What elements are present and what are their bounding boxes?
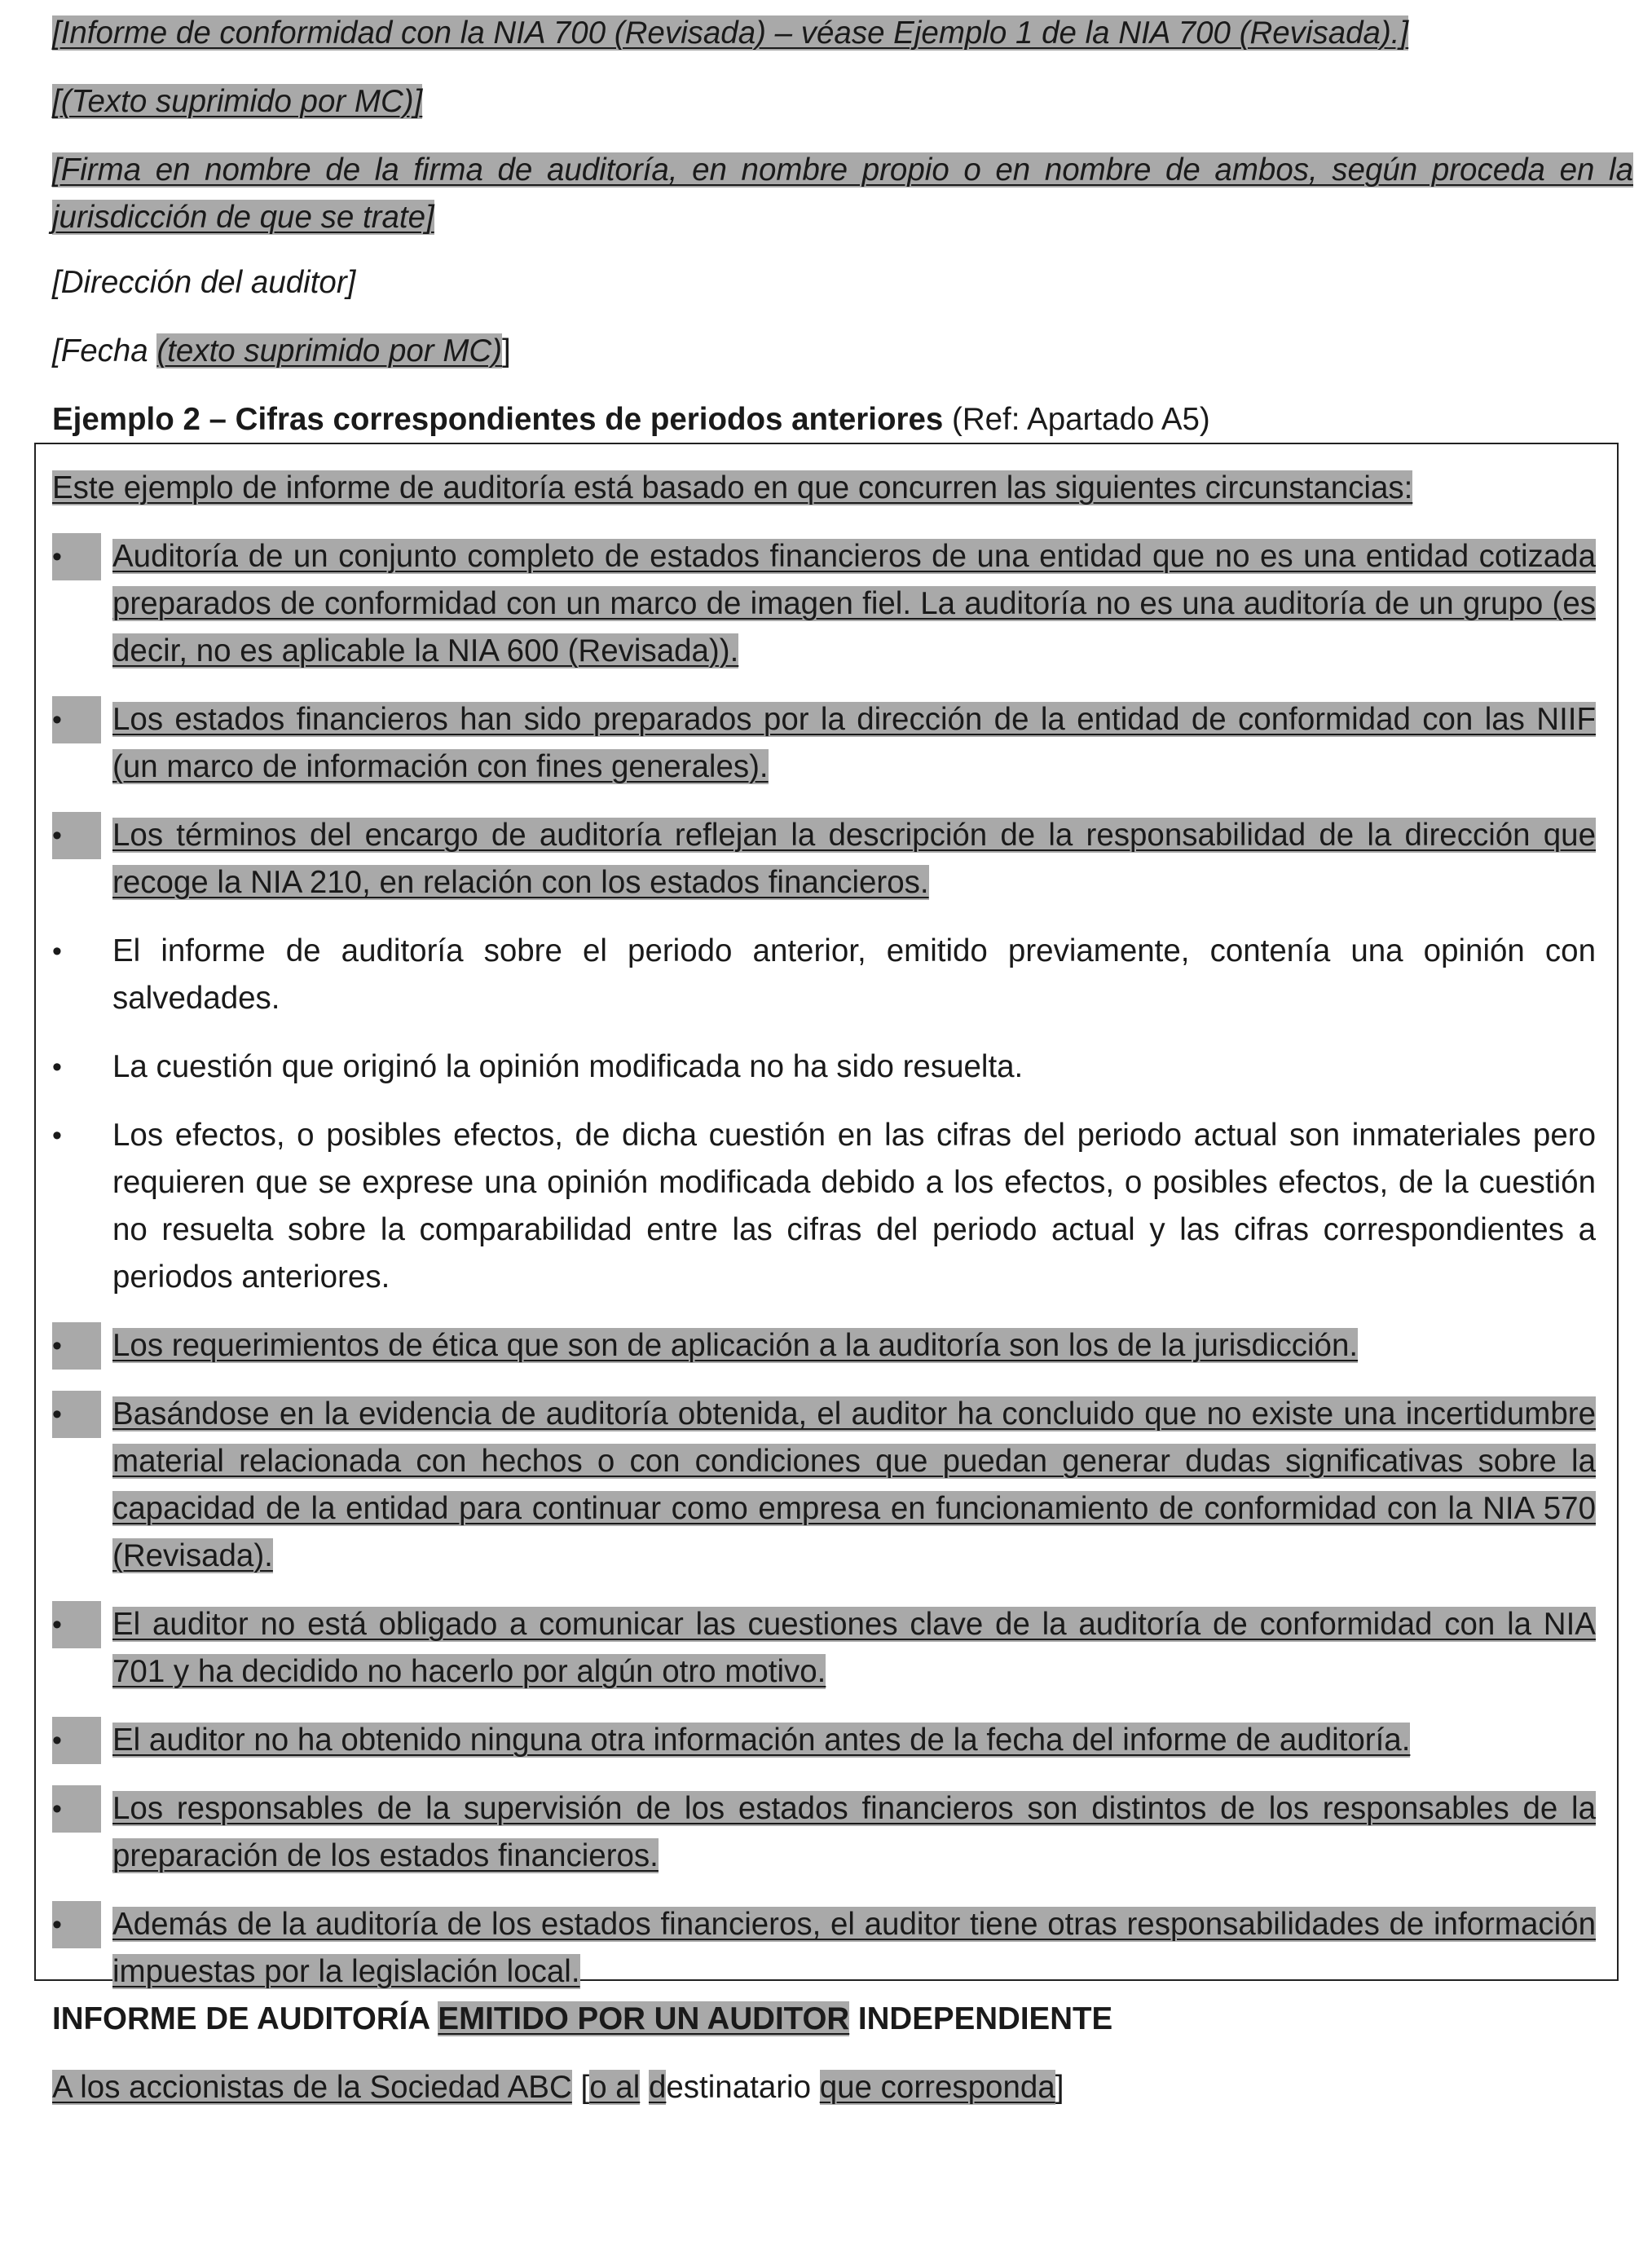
addressee-close-bracket: ] <box>1055 2070 1064 2105</box>
report-title-part2: INDEPENDIENTE <box>849 2001 1113 2036</box>
list-item-text: Los efectos, o posibles efectos, de dicha cuestión en las cifras del periodo actual son inmateriales pero requieren que se exprese una opinión modificada debido a los efectos, o posibles efectos, de la cuestión no resuelta sobre la comparabilidad entre las cifras del periodo actual y las cifras correspondientes a periodos anteriores. <box>112 1118 1596 1295</box>
list-item <box>52 1391 1596 1580</box>
list-item-text: Los requerimientos de ética que son de aplicación a la auditoría son los de la jurisdicción. <box>112 1328 1359 1363</box>
addressee-line <box>52 2064 1633 2111</box>
list-item <box>52 1601 1596 1696</box>
example-heading-ref: (Ref: Apartado A5) <box>943 402 1210 437</box>
date-line <box>52 328 1633 375</box>
bullet-icon: • <box>52 1901 101 1948</box>
list-item-text: El auditor no ha obtenido ninguna otra información antes de la fecha del informe de auditoría. <box>112 1723 1411 1758</box>
example-heading <box>52 396 1633 443</box>
reference-note <box>52 10 1633 57</box>
bullet-icon: • <box>52 1120 62 1151</box>
list-item <box>52 533 1596 675</box>
list-item <box>52 1112 1596 1301</box>
bullet-icon: • <box>52 696 101 743</box>
list-item-text: Además de la auditoría de los estados financieros, el auditor tiene otras responsabilidades de información impuestas por la legislación local. <box>112 1907 1596 1989</box>
date-close-bracket: ] <box>502 333 511 368</box>
reference-note-text: [Informe de conformidad con la NIA 700 (Revisada) – véase Ejemplo 1 de la NIA 700 (Revisada).] <box>52 15 1409 51</box>
addressee-space <box>640 2070 649 2105</box>
signature-note-text: [Firma en nombre de la firma de auditoría, en nombre propio o en nombre de ambos, según proceda en la jurisdicción de que se trate] <box>52 152 1633 235</box>
bullet-icon: • <box>52 1785 101 1833</box>
list-item <box>52 696 1596 791</box>
list-item-text: El auditor no está obligado a comunicar las cuestiones clave de la auditoría de conformidad con la NIA 701 y ha decidido no hacerlo por algún otro motivo. <box>112 1607 1596 1689</box>
bullet-icon: • <box>52 1717 101 1764</box>
addressee-or-to: o al <box>589 2070 641 2105</box>
list-item-text: La cuestión que originó la opinión modificada no ha sido resuelta. <box>112 1049 1024 1084</box>
bullet-icon: • <box>52 1601 101 1648</box>
suppressed-text-note <box>52 78 1633 126</box>
circumstances-intro-text: Este ejemplo de informe de auditoría está basado en que concurren las siguientes circunstancias: <box>52 470 1413 505</box>
list-item-text: Los responsables de la supervisión de los estados financieros son distintos de los responsables de la preparación de los estados financieros. <box>112 1791 1596 1873</box>
bullet-icon: • <box>52 1322 101 1370</box>
list-item <box>52 1785 1596 1880</box>
list-item <box>52 1322 1596 1370</box>
list-item <box>52 1043 1596 1091</box>
bullet-icon: • <box>52 1391 101 1438</box>
auditor-address: [Dirección del auditor] <box>52 265 356 300</box>
example-heading-title: Ejemplo 2 – Cifras correspondientes de periodos anteriores <box>52 402 944 437</box>
list-item-text: Los estados financieros han sido preparados por la dirección de la entidad de conformidad con las NIIF (un marco de información con fines generales). <box>112 702 1596 784</box>
list-item-text: Auditoría de un conjunto completo de estados financieros de una entidad que no es una entidad cotizada preparados de conformidad con un marco de imagen fiel. La auditoría no es una auditoría de un grupo (es decir, no es aplicable la NIA 600 (Revisada)). <box>112 539 1596 668</box>
addressee-d: d <box>648 2070 667 2105</box>
addressee-main: A los accionistas de la Sociedad ABC <box>52 2070 572 2105</box>
list-item <box>52 928 1596 1022</box>
list-item-text: Basándose en la evidencia de auditoría obtenida, el auditor ha concluido que no existe una incertidumbre material relacionada con hechos o con condiciones que puedan generar dudas significativas sobre la capacidad de la entidad para continuar como empresa en funcionamiento de conformidad con la NIA 570 (Revisada). <box>112 1396 1596 1573</box>
bullet-icon: • <box>52 936 62 967</box>
date-label: [Fecha <box>52 333 157 368</box>
bullet-icon: • <box>52 533 101 580</box>
addressee-open-bracket: [ <box>571 2070 590 2105</box>
bullet-icon: • <box>52 1052 62 1083</box>
report-title <box>52 1996 1633 2043</box>
list-item <box>52 1717 1596 1764</box>
bullet-icon: • <box>52 812 101 859</box>
addressee-recipient: estinatario <box>666 2070 820 2105</box>
circumstances-box <box>34 443 1619 1989</box>
signature-note <box>52 147 1633 241</box>
list-item <box>52 812 1596 907</box>
report-title-highlight: EMITIDO POR UN AUDITOR <box>438 2001 850 2036</box>
list-item-text: Los términos del encargo de auditoría reflejan la descripción de la responsabilidad de la dirección que recoge la NIA 210, en relación con los estados financieros. <box>112 818 1596 900</box>
list-item <box>52 1901 1596 1996</box>
addressee-corresponding: que corresponda <box>819 2070 1055 2105</box>
circumstances-intro <box>52 465 1601 512</box>
list-item-text: El informe de auditoría sobre el periodo anterior, emitido previamente, contenía una opinión con salvedades. <box>112 933 1596 1016</box>
date-suppressed-note: (texto suprimido por MC) <box>156 333 503 368</box>
suppressed-text-note-text: [(Texto suprimido por MC)] <box>52 84 423 119</box>
report-title-part1: INFORME DE AUDITORÍA <box>52 2001 438 2036</box>
